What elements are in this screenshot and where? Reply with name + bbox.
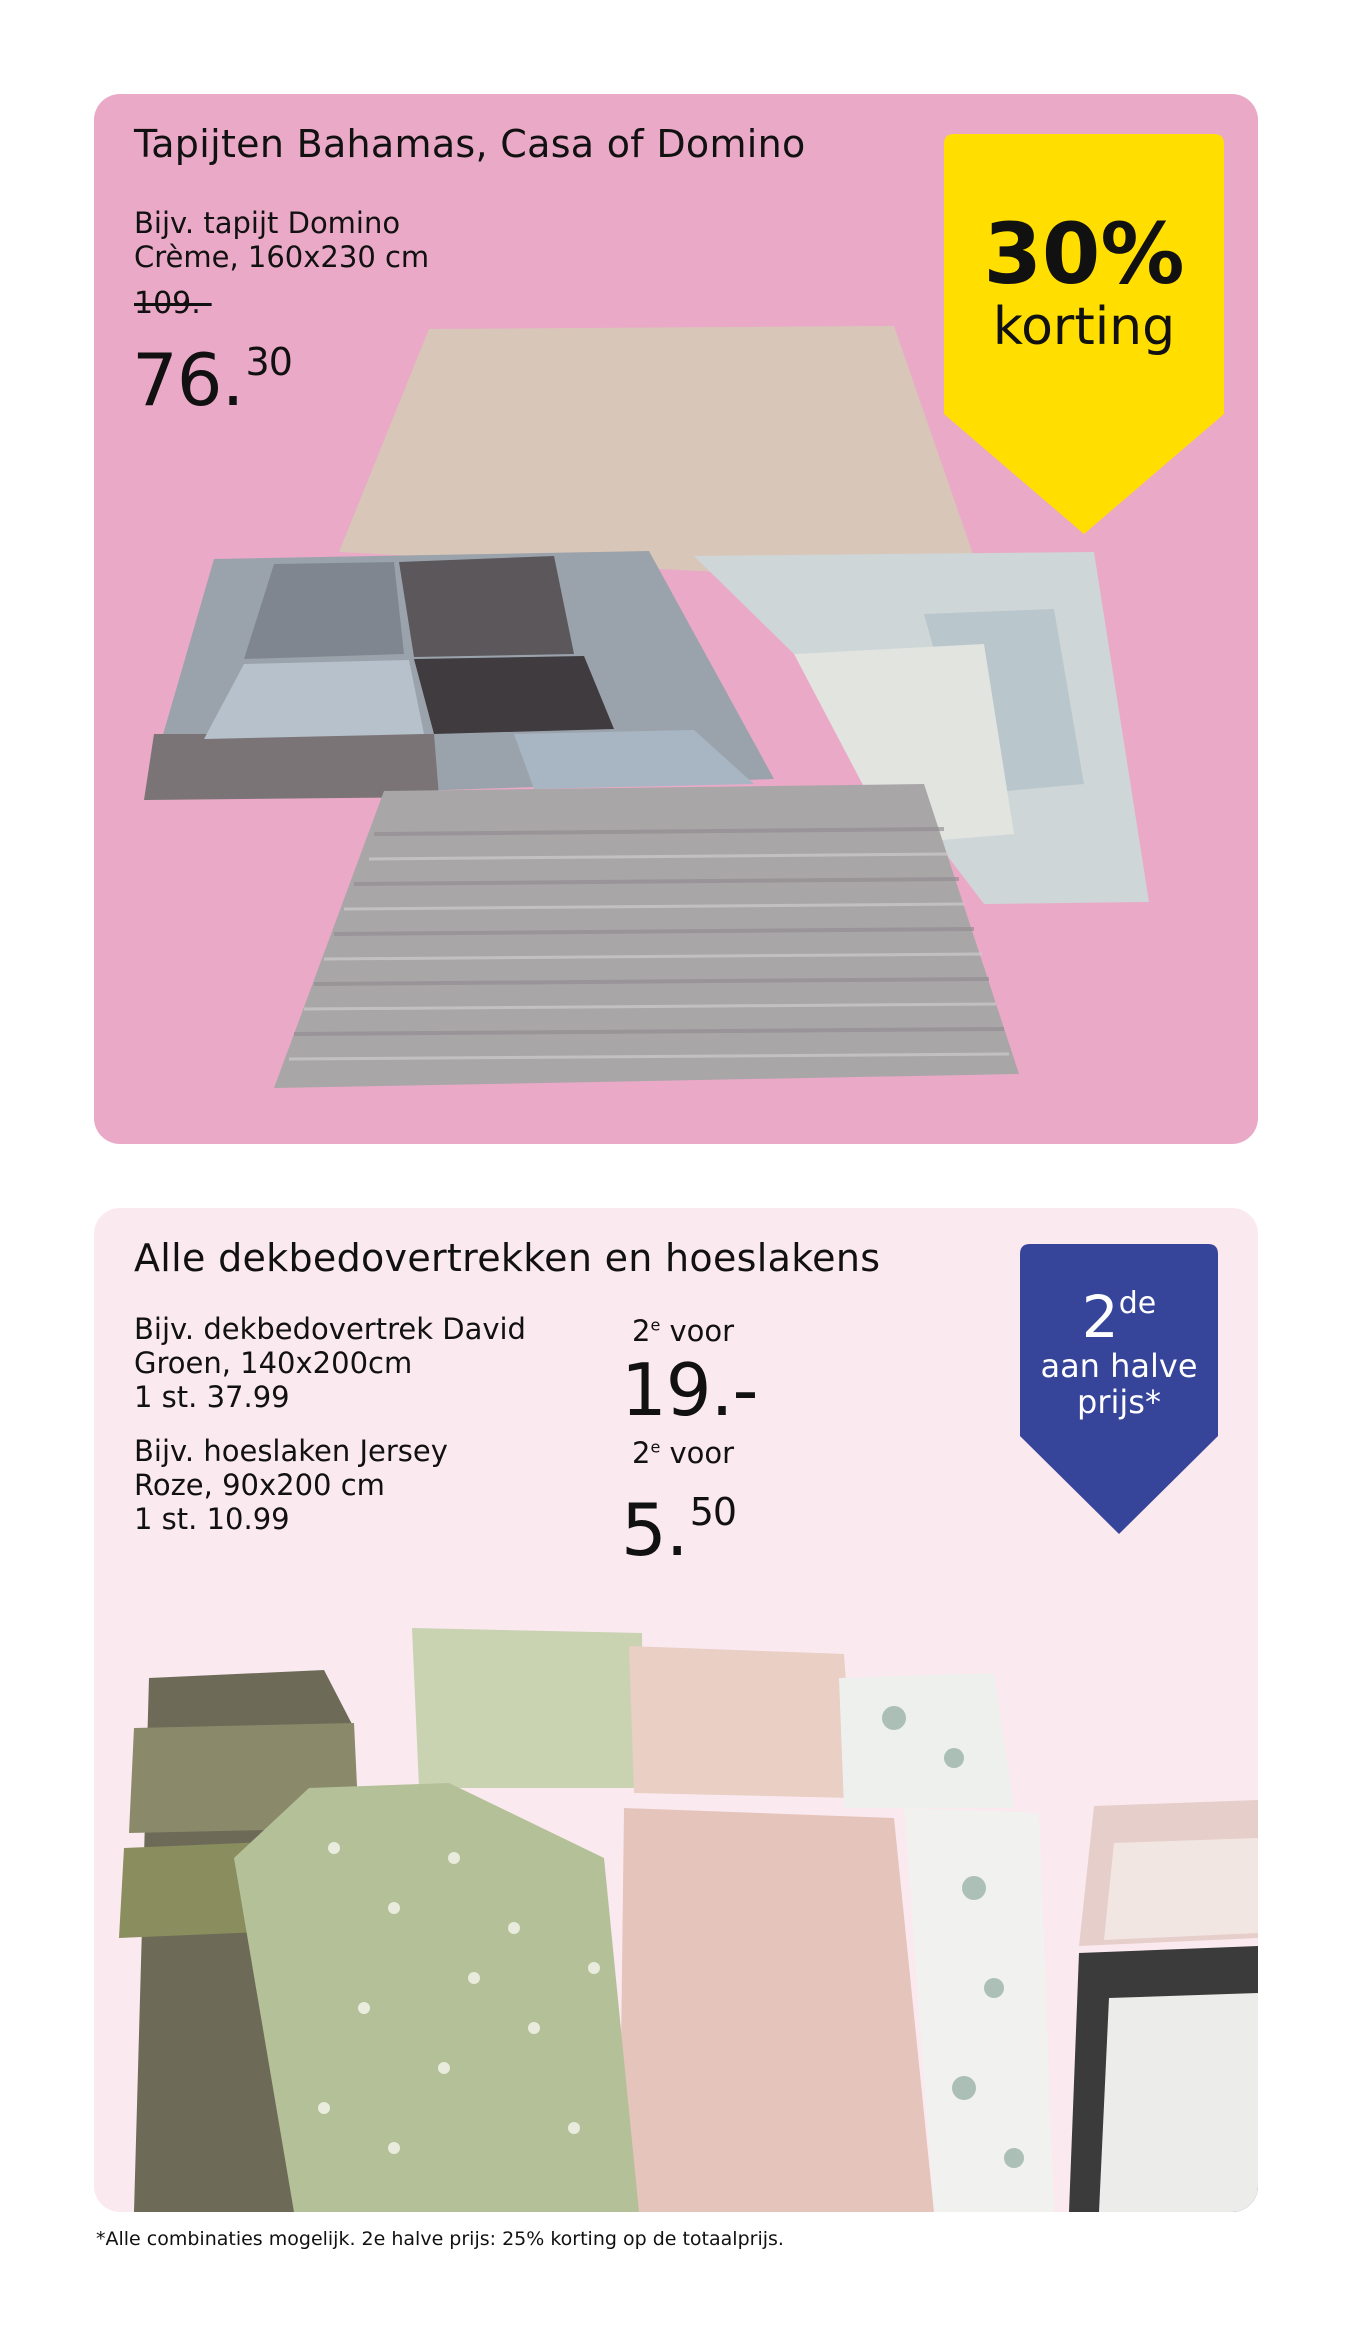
promo-card-rugs (94, 94, 1258, 1144)
rug-product-variant: Crème, 160x230 cm (134, 240, 430, 274)
discount-percent: 30% (983, 205, 1185, 303)
duvet-single-price: 1 st. 37.99 (134, 1380, 290, 1414)
duvet-second-price: 19.- (621, 1348, 758, 1432)
discount-label: korting (992, 297, 1176, 357)
duvet-product-variant: Groen, 140x200cm (134, 1346, 413, 1380)
green-floral-duvet (234, 1783, 639, 2212)
pink-pillow (629, 1646, 854, 1798)
pink-duvet (619, 1808, 934, 2212)
white-floral-pillow (839, 1673, 1014, 1808)
rugs-image (94, 94, 1258, 1144)
bedding-title: Alle dekbedovertrekken en hoeslakens (134, 1236, 881, 1280)
sheet-second-price: 5.50 (621, 1488, 737, 1572)
sale-price-int: 76. (132, 338, 244, 422)
promo-card-bedding (94, 1208, 1258, 2212)
footnote: *Alle combinaties mogelijk. 2e halve prijs: 25% korting op de totaalprijs. (96, 2228, 784, 2250)
half-price-badge-number: 2de (1081, 1283, 1157, 1351)
sheet-single-price: 1 st. 10.99 (134, 1502, 290, 1536)
sheet-product-variant: Roze, 90x200 cm (134, 1468, 385, 1502)
duvet-product-name: Bijv. dekbedovertrek David (134, 1312, 526, 1346)
sheet-product-name: Bijv. hoeslaken Jersey (134, 1434, 448, 1468)
half-price-badge-label: aan halve prijs* (1040, 1347, 1198, 1421)
rugs-title: Tapijten Bahamas, Casa of Domino (134, 122, 806, 166)
old-price: 109.- (134, 286, 212, 321)
bedding-image (94, 1208, 1258, 2212)
cream-rug (339, 326, 984, 586)
sale-price-dec: 30 (245, 340, 292, 384)
sheet-second-voor: 2e voor (632, 1436, 735, 1470)
floral-pillow (412, 1628, 644, 1788)
duvet-second-voor: 2e voor (632, 1314, 735, 1348)
rug-product-name: Bijv. tapijt Domino (134, 206, 401, 240)
